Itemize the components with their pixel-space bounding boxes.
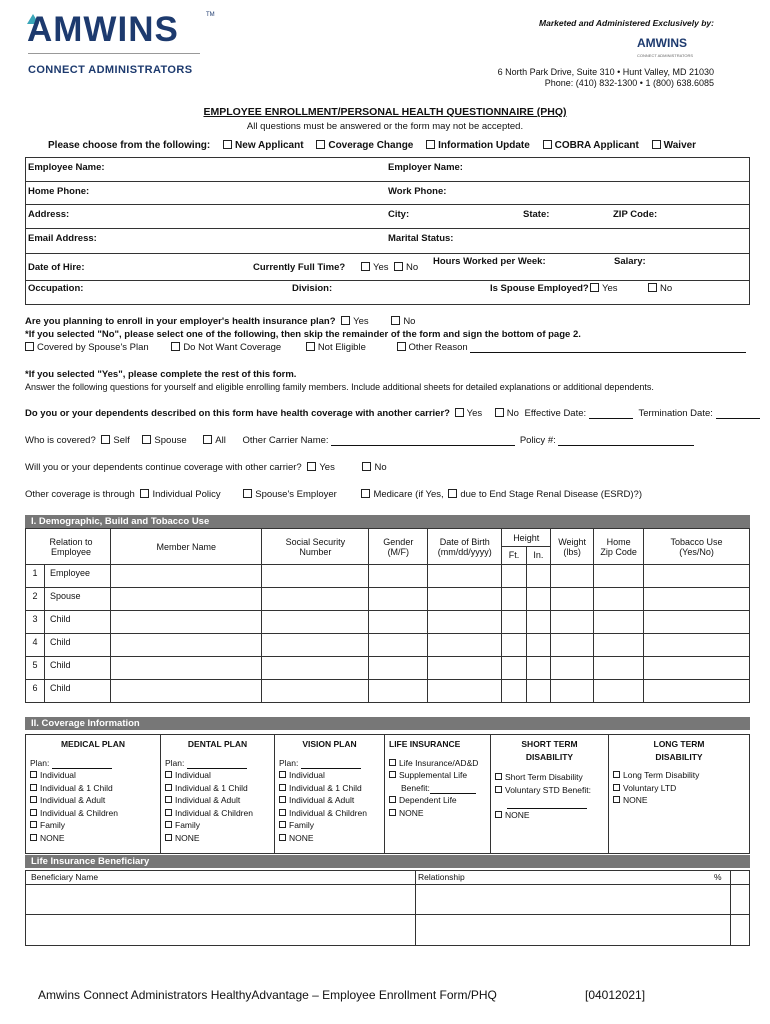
coverage-through-row: Other coverage is through Individual Policy Spouse's Employer Medicare (if Yes, due to End Stage Renal Disease (ESRD)?) (25, 489, 642, 500)
info-row-divider (26, 280, 749, 281)
through-spouse-employer[interactable]: Spouse's Employer (243, 489, 337, 500)
email-field[interactable]: Email Address: (28, 233, 97, 244)
input-cell[interactable] (262, 657, 369, 680)
checkbox[interactable] (590, 283, 599, 292)
footer-text: Amwins Connect Administrators HealthyAdvantage – Employee Enrollment Form/PHQ (38, 988, 497, 1002)
dental-opt[interactable]: NONE (165, 832, 270, 845)
option-cobra-applicant[interactable]: COBRA Applicant (543, 140, 639, 151)
col-weight: Weight (lbs) (551, 529, 594, 565)
work-phone-field[interactable]: Work Phone: (388, 186, 447, 197)
input-cell[interactable] (262, 634, 369, 657)
row-number: 6 (26, 680, 45, 703)
choose-label: Please choose from the following: (48, 140, 211, 151)
input-cell[interactable] (110, 680, 262, 703)
logo-subtitle: CONNECT ADMINISTRATORS (28, 64, 193, 76)
input-cell[interactable] (502, 611, 527, 634)
home-phone-field[interactable]: Home Phone: (28, 186, 90, 197)
input-cell[interactable] (110, 588, 262, 611)
input-cell[interactable] (369, 588, 428, 611)
input-cell[interactable] (262, 611, 369, 634)
input-cell[interactable] (262, 588, 369, 611)
dental-opt[interactable]: Individual (165, 769, 270, 782)
input-cell[interactable] (551, 588, 594, 611)
option-information-update[interactable]: Information Update (426, 140, 530, 151)
reason-spouse-plan[interactable]: Covered by Spouse's Plan (25, 342, 149, 353)
height-units (502, 547, 550, 564)
continue-no[interactable]: No (362, 462, 386, 473)
coverage-box (25, 734, 750, 854)
checkbox[interactable] (362, 462, 371, 471)
percent-header: % (714, 872, 722, 882)
input-cell[interactable] (110, 611, 262, 634)
medical-plan-title: MEDICAL PLAN (60, 739, 126, 749)
std-opt[interactable]: NONE (495, 809, 604, 822)
option-waiver[interactable]: Waiver (652, 140, 696, 151)
checkbox[interactable] (426, 140, 435, 149)
row-number: 4 (26, 634, 45, 657)
other-reason-input[interactable] (470, 343, 746, 353)
medical-opt[interactable]: Individual & 1 Child (30, 782, 156, 795)
esrd-option[interactable]: due to End Stage Renal Disease (ESRD)?) (448, 489, 642, 500)
checkbox[interactable] (171, 342, 180, 351)
std-opt[interactable]: Voluntary STD Benefit: (495, 784, 604, 797)
input-cell[interactable] (644, 565, 750, 588)
marketed-by: Marketed and Administered Exclusively by: (539, 18, 714, 28)
enroll-yes[interactable]: Yes (341, 316, 369, 327)
mini-logo: AMWINS (637, 36, 687, 50)
input-cell[interactable] (502, 565, 527, 588)
coverage-section-header: II. Coverage Information (25, 717, 750, 730)
logo-divider (28, 53, 200, 54)
beneficiary-header-row (26, 871, 749, 885)
input-cell[interactable] (644, 588, 750, 611)
input-cell[interactable] (527, 657, 551, 680)
col-tobacco: Tobacco Use (Yes/No) (644, 529, 750, 565)
enroll-no[interactable]: No (391, 316, 415, 327)
input-cell[interactable] (428, 634, 502, 657)
beneficiary-col-divider (415, 871, 416, 945)
employer-name-field[interactable]: Employer Name: (388, 162, 463, 173)
continue-yes[interactable]: Yes (307, 462, 335, 473)
checkbox[interactable] (495, 408, 504, 417)
col-relation: Relation to Employee (26, 529, 111, 565)
row-number: 2 (26, 588, 45, 611)
std-title: SHORT TERM (521, 739, 578, 749)
input-cell[interactable] (369, 611, 428, 634)
life-insurance-title: LIFE INSURANCE (389, 739, 461, 749)
vision-plan-input[interactable]: Plan: (279, 757, 380, 770)
in-label: In. (533, 550, 544, 560)
checkbox[interactable] (397, 342, 406, 351)
demographic-section-header: I. Demographic, Build and Tobacco Use (25, 515, 750, 528)
input-cell[interactable] (428, 565, 502, 588)
input-cell[interactable] (551, 680, 594, 703)
other-coverage-no[interactable]: No (495, 408, 519, 419)
checkbox[interactable] (140, 489, 149, 498)
input-cell[interactable] (644, 657, 750, 680)
medical-plan-column (26, 735, 161, 853)
ft-label: Ft. (502, 547, 526, 564)
enroll-question: Are you planning to enroll in your employer's health insurance plan? Yes No (25, 316, 416, 327)
table-row (26, 680, 750, 703)
checkbox[interactable] (307, 462, 316, 471)
option-coverage-change[interactable]: Coverage Change (316, 140, 413, 151)
checkbox[interactable] (243, 489, 252, 498)
checkbox[interactable] (223, 140, 232, 149)
dental-opt[interactable]: Individual & Children (165, 807, 270, 820)
life-benefit-input[interactable]: Benefit: (389, 782, 486, 795)
row-number: 3 (26, 611, 45, 634)
medical-opt[interactable]: Family (30, 819, 156, 832)
checkbox[interactable] (25, 342, 34, 351)
relationship-header: Relationship (418, 872, 465, 882)
input-cell[interactable] (369, 634, 428, 657)
height-label: Height (502, 529, 550, 547)
vision-opt[interactable]: Family (279, 819, 380, 832)
input-cell[interactable] (428, 611, 502, 634)
input-cell[interactable] (369, 657, 428, 680)
company-logo: AMWINS (27, 10, 179, 49)
life-insurance-column (385, 735, 491, 853)
std-title: DISABILITY (525, 751, 574, 762)
other-coverage-question: Do you or your dependents described on this form have health coverage with another carrier? Yes No Effective Date: Termination Date: (25, 408, 760, 419)
checkbox[interactable] (391, 316, 400, 325)
row-number: 5 (26, 657, 45, 680)
checkbox[interactable] (341, 316, 350, 325)
input-cell[interactable] (551, 611, 594, 634)
input-cell[interactable] (262, 680, 369, 703)
vision-opt[interactable]: Individual & 1 Child (279, 782, 380, 795)
address-field[interactable]: Address: (28, 209, 70, 220)
dental-opt[interactable]: Individual & 1 Child (165, 782, 270, 795)
input-cell[interactable] (644, 634, 750, 657)
phone-line: Phone: (410) 832-1300 • 1 (800) 638.6085 (544, 78, 714, 88)
table-row (26, 611, 750, 634)
beneficiary-section-header: Life Insurance Beneficiary (25, 855, 750, 868)
col-gender: Gender (M/F) (369, 529, 428, 565)
input-cell[interactable] (502, 588, 527, 611)
checkbox[interactable] (361, 489, 370, 498)
relation-cell: Child (44, 611, 110, 634)
input-cell[interactable] (369, 680, 428, 703)
table-row (26, 565, 750, 588)
table-row (26, 657, 750, 680)
checkbox[interactable] (316, 140, 325, 149)
other-coverage-yes[interactable]: Yes (455, 408, 483, 419)
col-ssn: Social Security Number (262, 529, 369, 565)
zip-field[interactable]: ZIP Code: (613, 209, 658, 220)
medical-plan-input[interactable]: Plan: (30, 757, 156, 770)
col-zip: Home Zip Code (594, 529, 644, 565)
spouse-employed-no[interactable]: No (648, 283, 672, 294)
beneficiary-row-divider (26, 914, 749, 915)
ltd-opt[interactable]: Long Term Disability (613, 769, 745, 782)
input-cell[interactable] (369, 565, 428, 588)
row-number: 1 (26, 565, 45, 588)
checkbox[interactable] (543, 140, 552, 149)
footer-code: [04012021] (585, 988, 646, 1002)
input-cell[interactable] (502, 634, 527, 657)
relation-cell: Spouse (44, 588, 110, 611)
relation-cell: Child (44, 657, 110, 680)
relation-cell: Employee (44, 565, 110, 588)
checkbox[interactable] (455, 408, 464, 417)
input-cell[interactable] (527, 680, 551, 703)
mini-logo-subtitle: CONNECT ADMINISTRATORS (637, 53, 694, 58)
long-term-disability-column (609, 735, 749, 853)
input-cell[interactable] (527, 634, 551, 657)
input-cell[interactable] (594, 588, 644, 611)
checkbox[interactable] (652, 140, 661, 149)
trademark: TM (206, 12, 215, 18)
spouse-employed-question: Is Spouse Employed? (490, 283, 589, 294)
input-cell[interactable] (594, 611, 644, 634)
input-cell[interactable] (428, 680, 502, 703)
life-opt[interactable]: Life Insurance/AD&D (389, 757, 486, 770)
marital-status-field[interactable]: Marital Status: (388, 233, 454, 244)
input-cell[interactable] (644, 611, 750, 634)
beneficiary-col-divider (730, 871, 731, 945)
form-subtitle: All questions must be answered or the form may not be accepted. (246, 121, 524, 132)
hours-field[interactable]: Hours Worked per Week: (433, 256, 546, 267)
col-height (502, 529, 551, 565)
reason-not-eligible[interactable]: Not Eligible (306, 342, 366, 353)
ltd-title: DISABILITY (655, 751, 703, 762)
life-opt[interactable]: Dependent Life (389, 794, 486, 807)
ltd-opt[interactable]: Voluntary LTD (613, 782, 745, 795)
input-cell[interactable] (594, 657, 644, 680)
vision-plan-title: VISION PLAN (302, 739, 357, 749)
choose-options (48, 140, 696, 151)
medical-opt[interactable]: Individual & Children (30, 807, 156, 820)
input-cell[interactable] (594, 634, 644, 657)
through-medicare[interactable]: Medicare (if Yes, (361, 489, 443, 500)
employee-info-box (25, 157, 750, 305)
full-time-yes[interactable]: Yes (361, 262, 389, 273)
termination-date-input[interactable] (716, 409, 760, 419)
table-row (26, 588, 750, 611)
date-of-hire-field[interactable]: Date of Hire: (28, 262, 85, 273)
short-term-disability-column (491, 735, 609, 853)
option-new-applicant[interactable]: New Applicant (223, 140, 304, 151)
beneficiary-box (25, 870, 750, 946)
dental-plan-input[interactable]: Plan: (165, 757, 270, 770)
checkbox[interactable] (394, 262, 403, 271)
ltd-opt[interactable]: NONE (613, 794, 745, 807)
life-opt[interactable]: Supplemental Life (389, 769, 486, 782)
continue-coverage-row: Will you or your dependents continue coverage with other carrier? Yes No (25, 462, 387, 473)
input-cell[interactable] (551, 565, 594, 588)
vision-opt[interactable]: Individual & Children (279, 807, 380, 820)
checkbox[interactable] (306, 342, 315, 351)
occupation-field[interactable]: Occupation: (28, 283, 84, 294)
input-cell[interactable] (551, 634, 594, 657)
demographic-table (25, 528, 750, 703)
input-cell[interactable] (527, 565, 551, 588)
vision-plan-column (275, 735, 385, 853)
ltd-title: LONG TERM (653, 739, 705, 749)
vision-opt[interactable]: Individual & Adult (279, 794, 380, 807)
checkbox[interactable] (648, 283, 657, 292)
medical-opt[interactable]: Individual & Adult (30, 794, 156, 807)
table-row (26, 634, 750, 657)
checkbox[interactable] (203, 435, 212, 444)
table-header-row (26, 529, 750, 565)
covered-spouse[interactable]: Spouse (142, 435, 186, 446)
input-cell[interactable] (110, 657, 262, 680)
medical-opt[interactable]: Individual (30, 769, 156, 782)
relation-cell: Child (44, 634, 110, 657)
vision-opt[interactable]: Individual (279, 769, 380, 782)
employee-name-field[interactable]: Employee Name: (28, 162, 105, 173)
relation-cell: Child (44, 680, 110, 703)
checkbox[interactable] (361, 262, 370, 271)
input-cell[interactable] (502, 657, 527, 680)
reason-other[interactable]: Other Reason (397, 342, 468, 353)
answer-note: Answer the following questions for yourself and eligible enrolling family members. Include additional sheets for detailed explanations or additional dependents. (25, 382, 654, 392)
checkbox[interactable] (448, 489, 457, 498)
vision-opt[interactable]: NONE (279, 832, 380, 845)
full-time-no[interactable]: No (394, 262, 418, 273)
input-cell[interactable] (594, 680, 644, 703)
company-address (498, 67, 714, 89)
beneficiary-name-header: Beneficiary Name (31, 872, 99, 882)
input-cell[interactable] (428, 657, 502, 680)
col-dob: Date of Birth (mm/dd/yyyy) (428, 529, 502, 565)
dental-opt[interactable]: Family (165, 819, 270, 832)
salary-field[interactable]: Salary: (614, 256, 646, 267)
dental-plan-title: DENTAL PLAN (187, 739, 248, 749)
input-cell[interactable] (110, 634, 262, 657)
no-reasons (25, 342, 746, 353)
if-yes-note: *If you selected "Yes", please complete the rest of this form. (25, 369, 297, 380)
dental-opt[interactable]: Individual & Adult (165, 794, 270, 807)
through-individual-policy[interactable]: Individual Policy (140, 489, 220, 500)
life-opt[interactable]: NONE (389, 807, 486, 820)
reason-no-coverage[interactable]: Do Not Want Coverage (171, 342, 281, 353)
input-cell[interactable] (644, 680, 750, 703)
state-field[interactable]: State: (523, 209, 550, 220)
input-cell[interactable] (262, 565, 369, 588)
city-field[interactable]: City: (388, 209, 410, 220)
spouse-employed-yes[interactable]: Yes (590, 283, 618, 294)
input-cell[interactable] (527, 611, 551, 634)
covered-self[interactable]: Self (101, 435, 129, 446)
checkbox[interactable] (101, 435, 110, 444)
full-time-question: Currently Full Time? (253, 262, 346, 273)
input-cell[interactable] (502, 680, 527, 703)
if-no-note: *If you selected "No", please select one of the following, then skip the remainder of the form and sign the bottom of page 2. (25, 329, 581, 340)
input-cell[interactable] (551, 657, 594, 680)
input-cell[interactable] (527, 588, 551, 611)
division-field[interactable]: Division: (292, 283, 333, 294)
form-title: EMPLOYEE ENROLLMENT/PERSONAL HEALTH QUESTIONNAIRE (PHQ) (203, 106, 567, 118)
input-cell[interactable] (110, 565, 262, 588)
who-covered-row: Who is covered? Self Spouse All Other Carrier Name: Policy #: (25, 435, 694, 446)
address-line: 6 North Park Drive, Suite 310 • Hunt Valley, MD 21030 (497, 67, 714, 77)
dental-plan-column (161, 735, 275, 853)
std-benefit-input[interactable] (495, 796, 604, 809)
covered-all[interactable]: All (203, 435, 226, 446)
policy-number-input[interactable] (558, 436, 694, 446)
input-cell[interactable] (428, 588, 502, 611)
medical-opt[interactable]: NONE (30, 832, 156, 845)
effective-date-input[interactable] (589, 409, 633, 419)
col-member-name: Member Name (110, 529, 262, 565)
input-cell[interactable] (594, 565, 644, 588)
std-opt[interactable]: Short Term Disability (495, 771, 604, 784)
checkbox[interactable] (142, 435, 151, 444)
other-carrier-input[interactable] (331, 436, 515, 446)
